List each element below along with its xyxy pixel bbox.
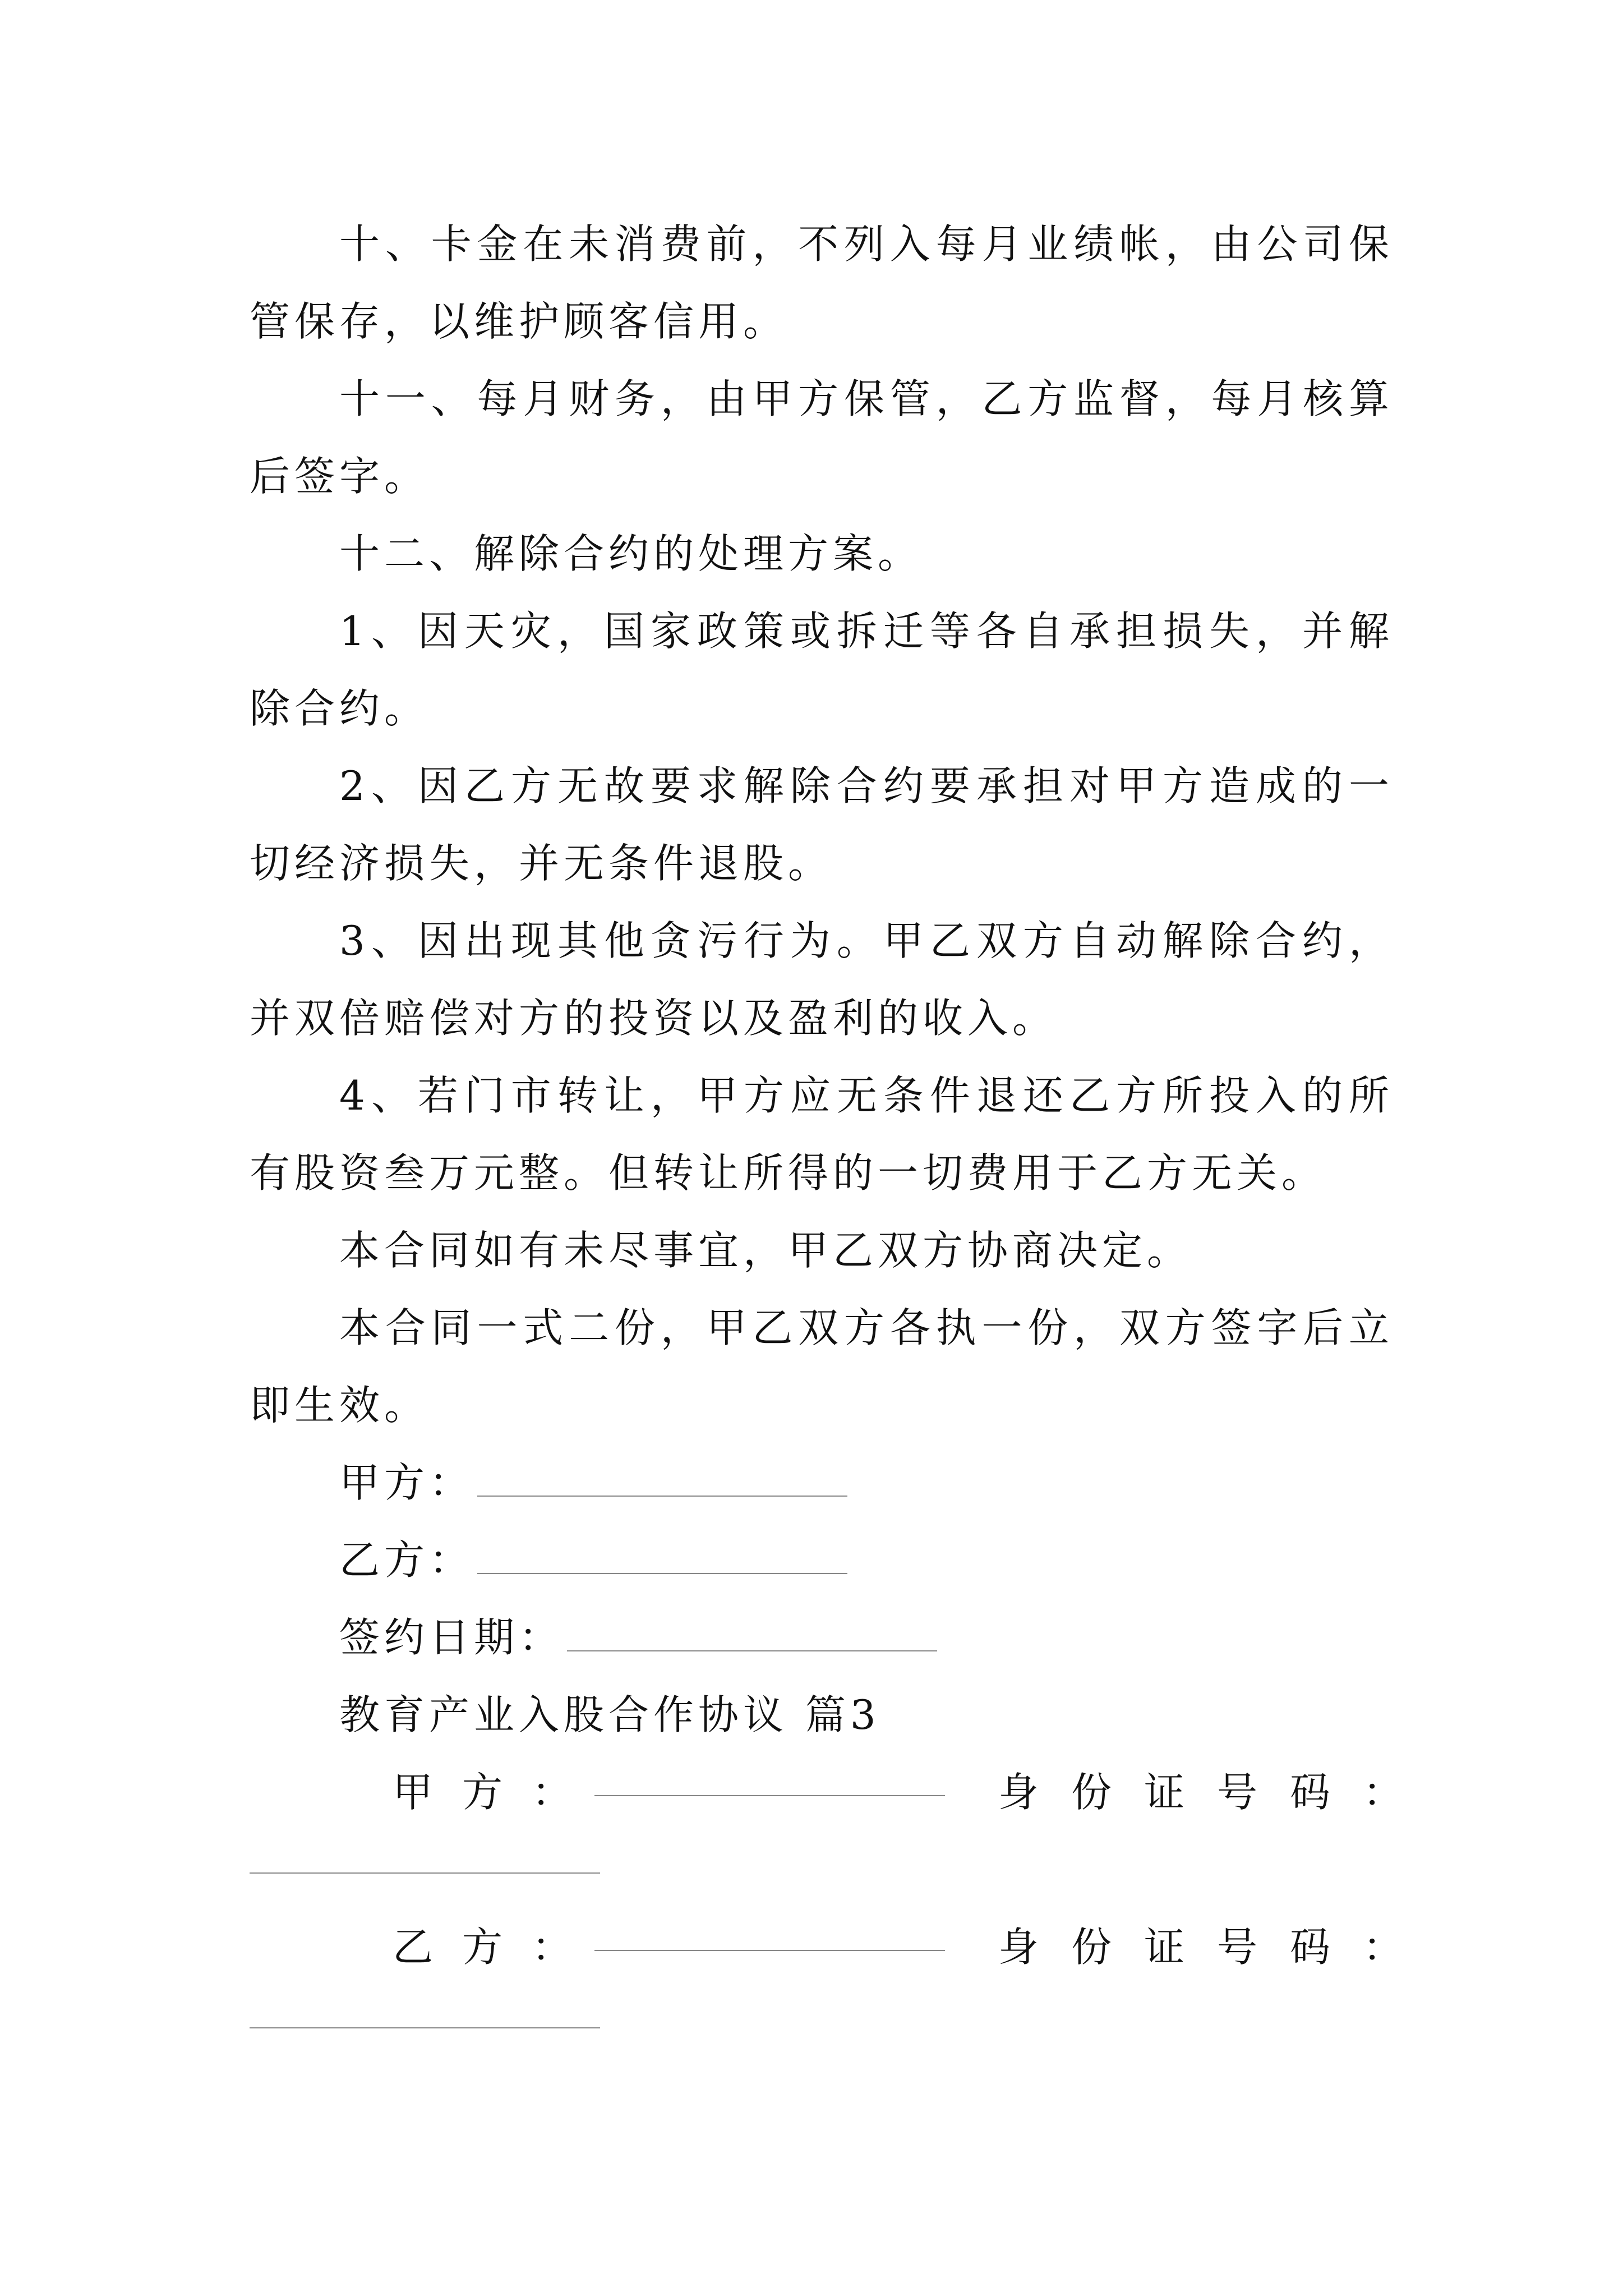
party-b-id-number-label: 身份证号码： — [998, 1924, 1436, 1971]
party-b-blank — [477, 1542, 847, 1574]
section-title: 教育产业入股合作协议 篇3 — [339, 1691, 880, 1738]
clause-11: 十一、每月财务，由甲方保管，乙方监督，每月核算后签字。 — [250, 375, 1394, 500]
termination-item-2: 2、因乙方无故要求解除合约要承担对甲方造成的一切经济损失，并无条件退股。 — [250, 762, 1394, 887]
sign-date-line — [250, 1599, 1394, 1676]
unresolved-matters-clause: 本合同如有未尽事宜，甲乙双方协商决定。 — [339, 1227, 1192, 1274]
party-b-id-party-label: 乙方： — [393, 1924, 602, 1971]
party-a-id-row — [250, 1754, 1436, 1908]
contract-body — [250, 205, 1436, 2063]
party-a-name-blank — [594, 1795, 945, 1796]
sign-date-blank — [567, 1619, 937, 1651]
sign-date-label: 签约日期： — [339, 1614, 564, 1661]
termination-item-3: 3、因出现其他贪污行为。甲乙双方自动解除合约，并双倍赔偿对方的投资以及盈利的收入。 — [250, 917, 1394, 1042]
party-b-label: 乙方： — [339, 1536, 474, 1584]
party-b-signature-line — [250, 1521, 1394, 1599]
copies-clause: 本合同一式二份，甲乙双方各执一份，双方签字后立即生效。 — [250, 1304, 1394, 1429]
party-a-label: 甲方： — [339, 1459, 474, 1506]
clause-12: 十二、解除合约的处理方案。 — [339, 530, 923, 577]
party-a-id-number-blank — [250, 1872, 600, 1874]
party-b-id-number-blank — [250, 2027, 600, 2028]
party-a-id-party-label: 甲方： — [393, 1769, 602, 1816]
party-a-blank — [477, 1464, 847, 1497]
termination-item-1: 1、因天灾，国家政策或拆迁等各自承担损失，并解除合约。 — [250, 608, 1394, 732]
clause-10: 十、卡金在未消费前，不列入每月业绩帐，由公司保管保存，以维护顾客信用。 — [250, 220, 1394, 345]
party-b-id-row — [250, 1908, 1436, 2063]
termination-item-4: 4、若门市转让，甲方应无条件退还乙方所投入的所有股资叁万元整。但转让所得的一切费用于乙方无关。 — [250, 1072, 1394, 1197]
party-a-id-number-label: 身份证号码： — [998, 1769, 1436, 1816]
party-a-signature-line — [250, 1444, 1394, 1521]
party-b-name-blank — [594, 1950, 945, 1951]
